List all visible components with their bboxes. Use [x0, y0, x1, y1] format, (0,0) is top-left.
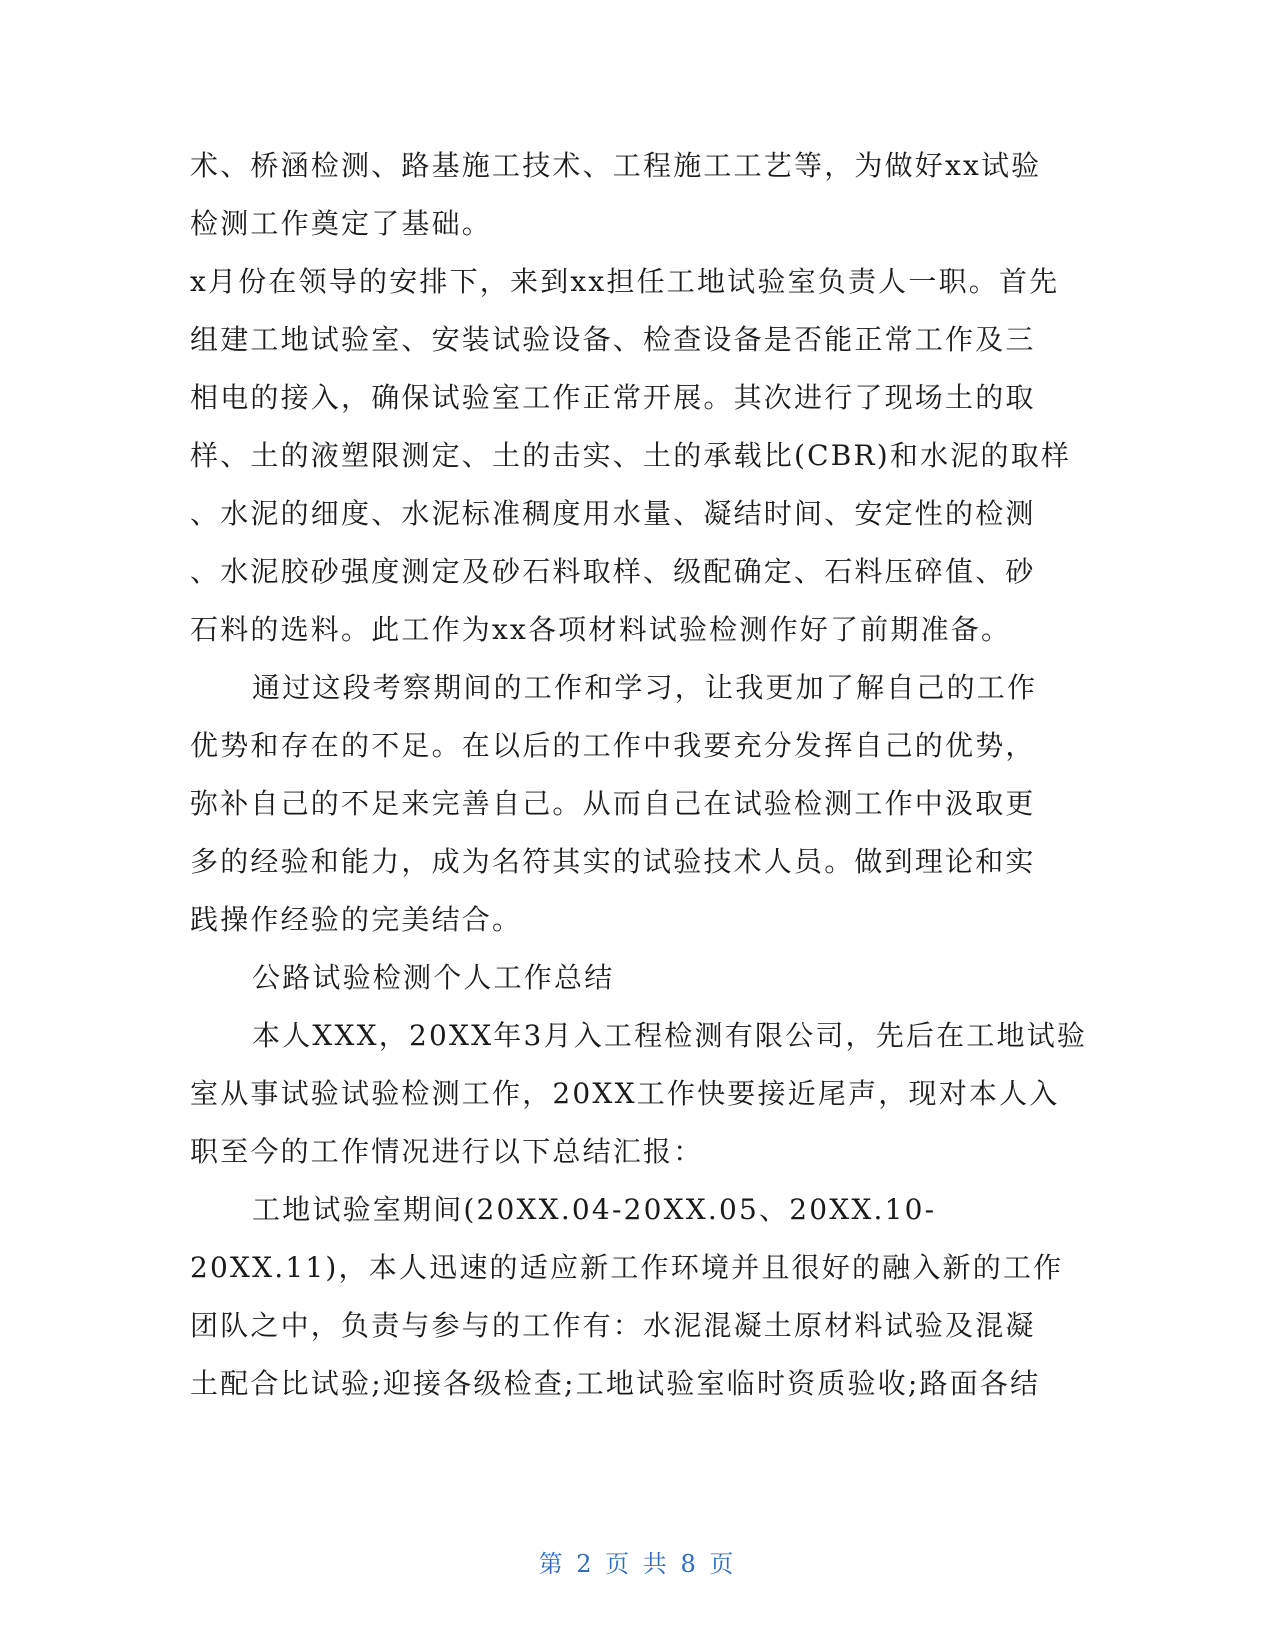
text-line: 20XX.11)，本人迅速的适应新工作环境并且很好的融入新的工作: [190, 1251, 1064, 1284]
text-line: 样、土的液塑限测定、土的击实、土的承载比(CBR)和水泥的取样: [190, 439, 1072, 472]
text-line: 土配合比试验;迎接各级检查;工地试验室临时资质验收;路面各结: [190, 1367, 1041, 1400]
text-line: 多的经验和能力，成为名符其实的试验技术人员。做到理论和实: [190, 845, 1036, 878]
text-line: 工地试验室期间(20XX.04-20XX.05、20XX.10-: [252, 1193, 937, 1226]
text-line: 本人XXX，20XX年3月入工程检测有限公司，先后在工地试验: [252, 1019, 1088, 1052]
page-number: 第 2 页 共 8 页: [538, 1550, 737, 1578]
text-line: 检测工作奠定了基础。: [190, 207, 493, 240]
text-line: 术、桥涵检测、路基施工技术、工程施工工艺等，为做好xx试验: [190, 149, 1042, 182]
text-line: 相电的接入，确保试验室工作正常开展。其次进行了现场土的取: [190, 381, 1036, 414]
section-heading: 公路试验检测个人工作总结: [252, 961, 615, 994]
text-line: 室从事试验试验检测工作，20XX工作快要接近尾声，现对本人入: [190, 1077, 1060, 1110]
page-footer: [0, 1549, 1275, 1579]
text-line: 石料的选料。此工作为xx各项材料试验检测作好了前期准备。: [190, 613, 1012, 646]
text-line: 通过这段考察期间的工作和学习，让我更加了解自己的工作: [252, 671, 1038, 704]
text-line: 、水泥胶砂强度测定及砂石料取样、级配确定、石料压碎值、砂: [190, 555, 1036, 588]
text-line: 团队之中，负责与参与的工作有：水泥混凝土原材料试验及混凝: [190, 1309, 1036, 1342]
text-line: 职至今的工作情况进行以下总结汇报：: [190, 1135, 704, 1168]
text-line: 优势和存在的不足。在以后的工作中我要充分发挥自己的优势，: [190, 729, 1036, 762]
text-line: 、水泥的细度、水泥标准稠度用水量、凝结时间、安定性的检测: [190, 497, 1036, 530]
text-line: x月份在领导的安排下，来到xx担任工地试验室负责人一职。首先: [190, 265, 1060, 298]
text-line: 组建工地试验室、安装试验设备、检查设备是否能正常工作及三: [190, 323, 1036, 356]
text-line: 弥补自己的不足来完善自己。从而自己在试验检测工作中汲取更: [190, 787, 1036, 820]
text-line: 践操作经验的完美结合。: [190, 903, 523, 936]
